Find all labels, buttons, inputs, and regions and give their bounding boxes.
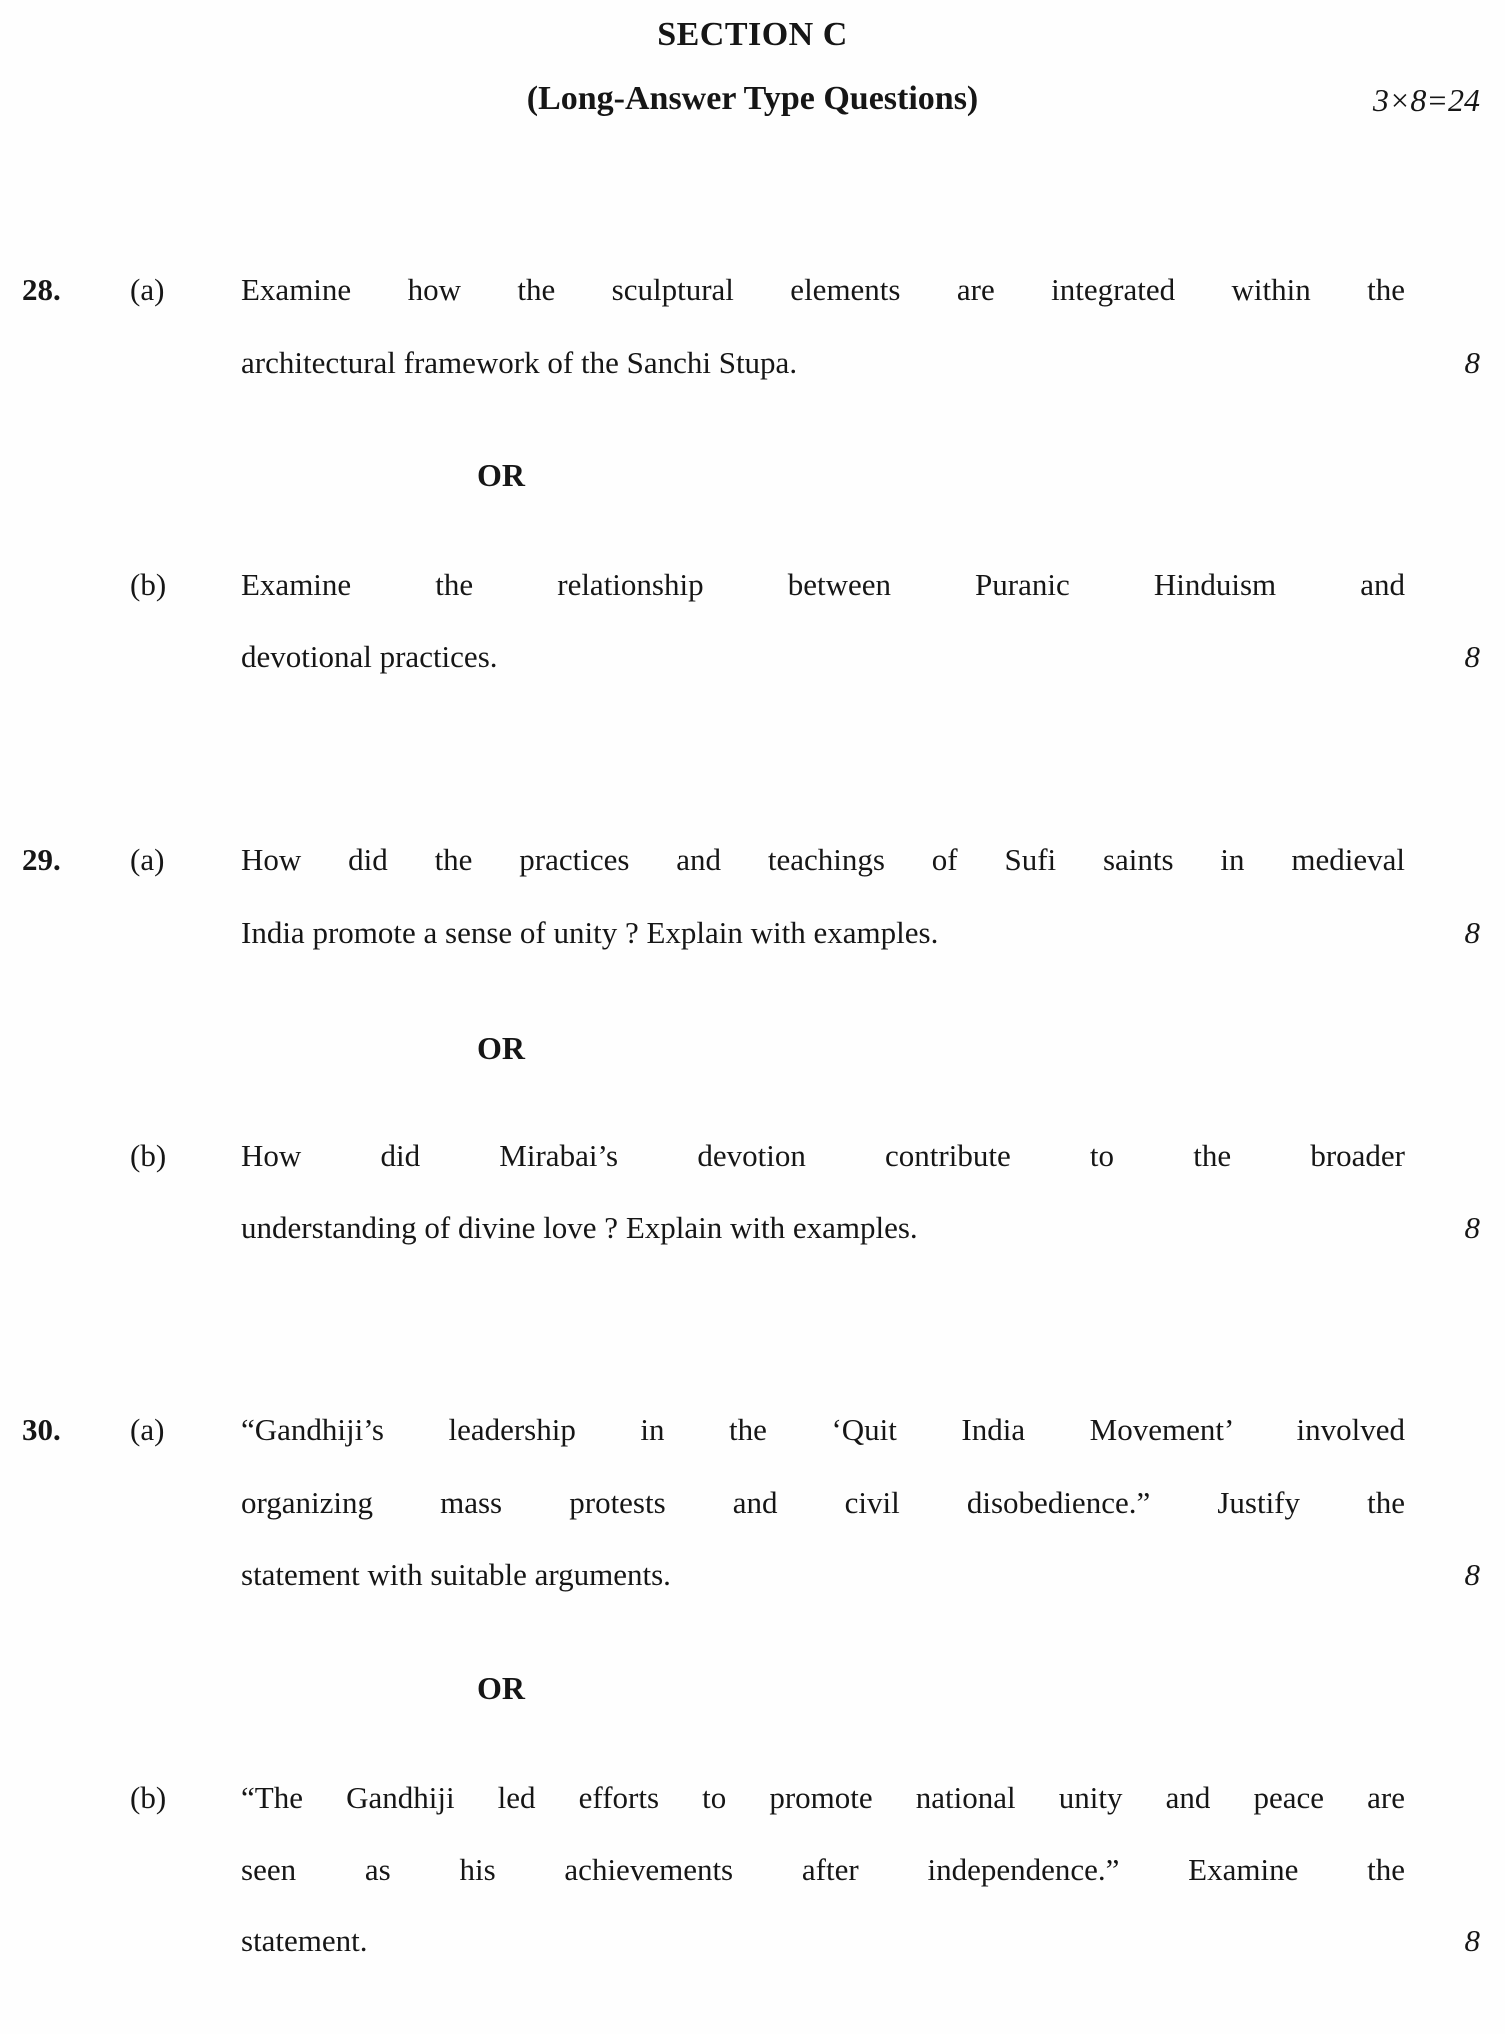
part-label: (a) <box>130 1412 165 1447</box>
part-label: (a) <box>130 842 165 877</box>
part-label: (b) <box>130 1780 167 1815</box>
question-row <box>0 270 1505 316</box>
marks-value: 8 <box>1464 345 1480 380</box>
question-number: 29. <box>22 842 61 877</box>
question-text-line: devotional practices. <box>241 639 498 674</box>
marks-value: 8 <box>1464 1923 1480 1958</box>
or-separator: OR <box>477 1030 525 1066</box>
or-separator: OR <box>477 457 525 493</box>
question-text-line: India promote a sense of unity ? Explain with examples. <box>241 915 939 950</box>
question-number: 30. <box>22 1412 61 1447</box>
question-row <box>0 343 1505 389</box>
or-row <box>0 1028 1505 1074</box>
question-row <box>0 565 1505 611</box>
question-text-line: “The Gandhiji led efforts to promote national unity and peace are <box>241 1780 1405 1815</box>
question-row <box>0 913 1505 959</box>
question-row <box>0 840 1505 886</box>
question-text-line: architectural framework of the Sanchi Stupa. <box>241 345 798 380</box>
question-text-line: How did Mirabai’s devotion contribute to the broader <box>241 1138 1405 1173</box>
question-row <box>0 1483 1505 1529</box>
question-text-line: understanding of divine love ? Explain with examples. <box>241 1210 918 1245</box>
question-row <box>0 1208 1505 1254</box>
part-label: (b) <box>130 1138 167 1173</box>
part-label: (a) <box>130 272 165 307</box>
marks-value: 8 <box>1464 915 1480 950</box>
or-row <box>0 1668 1505 1714</box>
question-text-line: Examine how the sculptural elements are integrated within the <box>241 272 1405 307</box>
or-separator: OR <box>477 1670 525 1706</box>
marks-formula: 3×8=24 <box>1372 82 1480 118</box>
marks-value: 8 <box>1464 639 1480 674</box>
question-text-line: “Gandhiji’s leadership in the ‘Quit India Movement’ involved <box>241 1412 1405 1447</box>
question-row <box>0 1410 1505 1456</box>
question-number: 28. <box>22 272 61 307</box>
question-row <box>0 1921 1505 1967</box>
question-row <box>0 1850 1505 1896</box>
question-text-line: How did the practices and teachings of Sufi saints in medieval <box>241 842 1405 877</box>
part-label: (b) <box>130 567 167 602</box>
question-text-line: statement. <box>241 1923 368 1958</box>
question-text-line: seen as his achievements after independence.” Examine the <box>241 1852 1405 1887</box>
question-text-line: statement with suitable arguments. <box>241 1557 671 1592</box>
question-row <box>0 1778 1505 1824</box>
question-row <box>0 1555 1505 1601</box>
marks-value: 8 <box>1464 1210 1480 1245</box>
question-row <box>0 1136 1505 1182</box>
question-text-line: organizing mass protests and civil disobedience.” Justify the <box>241 1485 1405 1520</box>
question-row <box>0 637 1505 683</box>
or-row <box>0 455 1505 501</box>
marks-value: 8 <box>1464 1557 1480 1592</box>
section-subtitle: (Long-Answer Type Questions) <box>526 80 979 117</box>
section-title: SECTION C <box>657 16 848 53</box>
question-text-line: Examine the relationship between Puranic Hinduism and <box>241 567 1405 602</box>
